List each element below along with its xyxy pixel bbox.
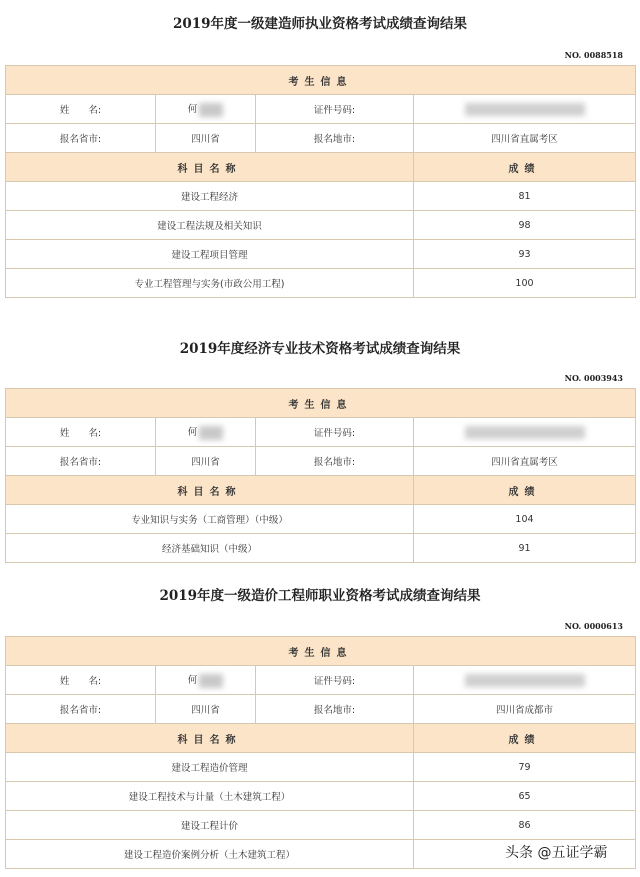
subject-score: 86 <box>414 811 636 840</box>
province-value: 四川省 <box>156 124 256 153</box>
id-value <box>414 95 636 124</box>
area-label: 报名地市: <box>256 447 414 476</box>
report-number: NO. 0003943 <box>564 373 623 383</box>
score-table <box>5 636 636 869</box>
table-row <box>6 211 636 240</box>
name-value: 何 <box>156 666 256 695</box>
subject-name: 专业工程管理与实务(市政公用工程) <box>6 269 414 298</box>
province-value: 四川省 <box>156 447 256 476</box>
table-row <box>6 782 636 811</box>
area-value: 四川省成都市 <box>414 695 636 724</box>
subject-name: 建设工程经济 <box>6 182 414 211</box>
area-value: 四川省直属考区 <box>414 447 636 476</box>
info-header: 考生信息 <box>6 66 636 95</box>
table-row <box>6 269 636 298</box>
score-table <box>5 65 636 298</box>
subject-name: 建设工程技术与计量（土木建筑工程） <box>6 782 414 811</box>
subject-score: 104 <box>414 505 636 534</box>
id-label: 证件号码: <box>256 418 414 447</box>
report-number: NO. 0000613 <box>564 621 623 631</box>
name-label: 姓 名: <box>6 95 156 124</box>
score-table <box>5 388 636 563</box>
area-label: 报名地市: <box>256 695 414 724</box>
table-row <box>6 811 636 840</box>
province-label: 报名省市: <box>6 695 156 724</box>
subject-score: 100 <box>414 269 636 298</box>
info-header: 考生信息 <box>6 389 636 418</box>
area-value: 四川省直属考区 <box>414 124 636 153</box>
province-label: 报名省市: <box>6 447 156 476</box>
subject-name: 建设工程法规及相关知识 <box>6 211 414 240</box>
subject-score: 98 <box>414 211 636 240</box>
score-header: 成绩 <box>414 153 636 182</box>
subject-score: 91 <box>414 534 636 563</box>
subject-name: 建设工程造价管理 <box>6 753 414 782</box>
subject-header: 科目名称 <box>6 724 414 753</box>
subject-header: 科目名称 <box>6 476 414 505</box>
province-label: 报名省市: <box>6 124 156 153</box>
table-row <box>6 505 636 534</box>
report-title: 2019年度一级造价工程师职业资格考试成绩查询结果 <box>159 588 481 604</box>
subject-score: 81 <box>414 182 636 211</box>
report-title: 2019年度一级建造师执业资格考试成绩查询结果 <box>172 16 468 32</box>
subject-score: 65 <box>414 782 636 811</box>
subject-header: 科目名称 <box>6 153 414 182</box>
watermark: 头条 @五证学霸 <box>505 845 608 861</box>
id-label: 证件号码: <box>256 95 414 124</box>
table-row <box>6 182 636 211</box>
name-value: 何 <box>156 95 256 124</box>
report-title: 2019年度经济专业技术资格考试成绩查询结果 <box>179 341 461 357</box>
area-label: 报名地市: <box>256 124 414 153</box>
name-value: 何 <box>156 418 256 447</box>
score-header: 成绩 <box>414 476 636 505</box>
table-row <box>6 753 636 782</box>
name-label: 姓 名: <box>6 418 156 447</box>
subject-name: 建设工程项目管理 <box>6 240 414 269</box>
subject-name: 建设工程计价 <box>6 811 414 840</box>
report-number: NO. 0088518 <box>564 50 623 60</box>
info-header: 考生信息 <box>6 637 636 666</box>
id-label: 证件号码: <box>256 666 414 695</box>
subject-name: 建设工程造价案例分析（土木建筑工程） <box>6 840 414 869</box>
subject-name: 专业知识与实务（工商管理）（中级） <box>6 505 414 534</box>
subject-score: 93 <box>414 240 636 269</box>
id-value <box>414 418 636 447</box>
subject-score: 79 <box>414 753 636 782</box>
table-row <box>6 240 636 269</box>
province-value: 四川省 <box>156 695 256 724</box>
subject-name: 经济基础知识（中级） <box>6 534 414 563</box>
name-label: 姓 名: <box>6 666 156 695</box>
id-value <box>414 666 636 695</box>
score-header: 成绩 <box>414 724 636 753</box>
table-row <box>6 534 636 563</box>
